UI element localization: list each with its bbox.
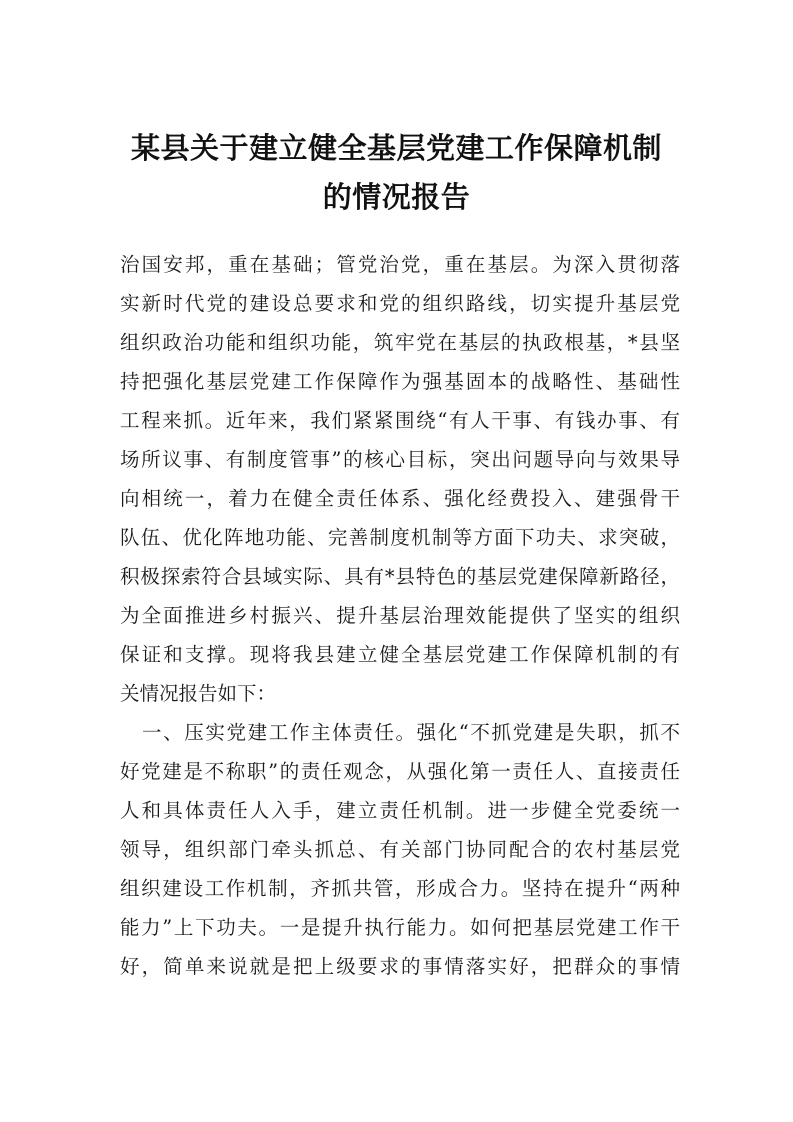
text-line: 队伍、优化阵地功能、完善制度机制等方面下功夫、求突破， <box>120 526 680 549</box>
text-line: 能力”上下功夫。一是提升执行能力。如何把基层党建工作干 <box>120 916 680 939</box>
text-line: 领导，组织部门牵头抓总、有关部门协同配合的农村基层党 <box>120 838 680 861</box>
text-line: 治国安邦，重在基础；管党治党，重在基层。为深入贯彻落 <box>120 253 680 276</box>
text-line: 向相统一，着力在健全责任体系、强化经费投入、建强骨干 <box>120 487 680 510</box>
paragraph-intro <box>120 245 680 713</box>
text-line: 工程来抓。近年来，我们紧紧围绕“有人干事、有钱办事、有 <box>120 409 680 432</box>
text-line: 好，简单来说就是把上级要求的事情落实好，把群众的事情 <box>120 955 680 978</box>
document-title-line-1: 某县关于建立健全基层党建工作保障机制 <box>130 131 662 165</box>
paragraph-section-1 <box>120 713 680 986</box>
text-line: 好党建是不称职”的责任观念，从强化第一责任人、直接责任 <box>120 760 680 783</box>
text-line: 关情况报告如下： <box>120 682 277 705</box>
text-line: 积极探索符合县域实际、具有*县特色的基层党建保障新路径， <box>120 565 680 588</box>
text-line: 实新时代党的建设总要求和党的组织路线，切实提升基层党 <box>120 292 680 315</box>
text-line: 为全面推进乡村振兴、提升基层治理效能提供了坚实的组织 <box>120 604 680 627</box>
text-line: 组织政治功能和组织功能，筑牢党在基层的执政根基，*县坚 <box>120 331 680 354</box>
text-line: 场所议事、有制度管事”的核心目标，突出问题导向与效果导 <box>120 448 680 471</box>
text-line: 保证和支撑。现将我县建立健全基层党建工作保障机制的有 <box>120 643 680 666</box>
document-title-line-2: 的情况报告 <box>322 180 471 214</box>
section-heading-line: 一、压实党建工作主体责任。强化“不抓党建是失职，抓不 <box>142 721 680 744</box>
text-line: 持把强化基层党建工作保障作为强基固本的战略性、基础性 <box>120 370 680 393</box>
document-body <box>120 245 680 986</box>
text-line: 人和具体责任人入手，建立责任机制。进一步健全党委统一 <box>120 799 680 822</box>
text-line: 组织建设工作机制，齐抓共管，形成合力。坚持在提升“两种 <box>120 877 680 900</box>
